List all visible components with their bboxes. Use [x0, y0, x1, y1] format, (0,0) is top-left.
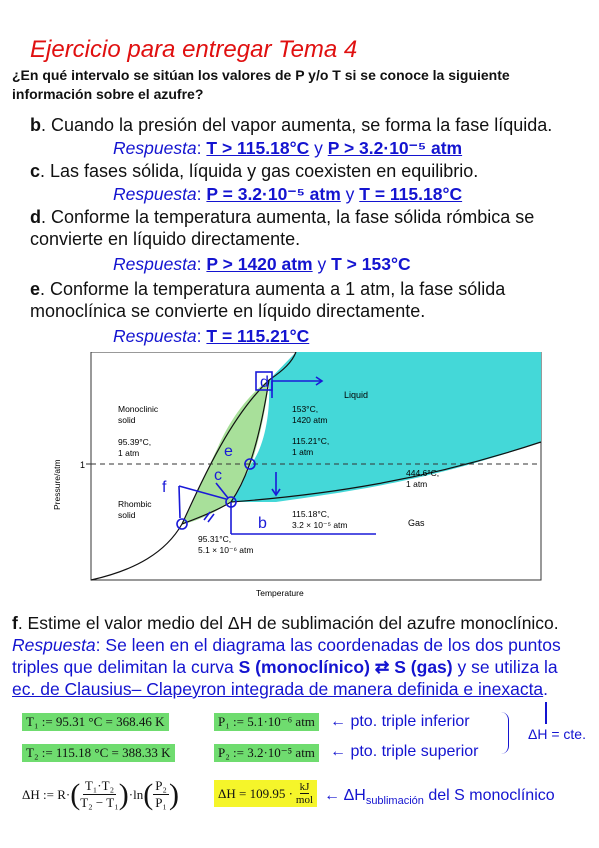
point-label: 1 atm: [292, 447, 314, 457]
letter-d: d: [260, 374, 269, 391]
answer-text: triples que delimitan la curva: [12, 657, 239, 677]
point-label: 1 atm: [406, 479, 428, 489]
answer-value: T = 115.18°C: [359, 184, 463, 204]
clausius-formula: ΔH := R· ( $\frac{\text{T₁·T₂}}{\text{T₂ − T₁}}$ ) ·ln ( $\frac{\text{P₂}}{\text{P₁}}$ ): [22, 777, 179, 811]
region-rhombic-label: Rhombic: [118, 499, 152, 509]
answer-value: P > 1420 atm: [206, 254, 313, 274]
answer-label: Respuesta: [12, 635, 96, 655]
p2-note: ← pto. triple superior: [330, 743, 479, 760]
item-letter: c: [30, 161, 41, 181]
formula-numerator: T₁·T₂: [84, 778, 115, 793]
result-box: [214, 780, 317, 807]
item-text: . Estime el valor medio del ΔH de sublimación del azufre monoclínico.: [17, 613, 559, 633]
answer-value: P = 3.2·10⁻⁵ atm: [206, 184, 341, 204]
answer-label: Respuesta: [113, 138, 197, 158]
answer-value: T = 115.21°C: [206, 326, 310, 346]
answer-text: : Se leen en el diagrama las coordenadas de los dos puntos: [95, 635, 561, 655]
point-label: 444.6°C,: [406, 468, 440, 478]
formula-denominator: T₂ − T₁: [80, 795, 119, 810]
item-c: [30, 160, 478, 182]
region-rhombic-label-2: solid: [118, 510, 136, 520]
answer-value: P > 3.2·10⁻⁵ atm: [327, 138, 463, 158]
answer-join: y: [312, 254, 332, 274]
item-letter: f: [12, 613, 18, 633]
bracket: [498, 712, 509, 754]
letter-f: f: [162, 479, 167, 496]
letter-b: b: [258, 515, 267, 532]
result-unit: [296, 781, 313, 806]
item-letter: d: [30, 207, 41, 227]
y-tick-1: 1: [80, 460, 86, 470]
answer-join: y: [340, 184, 360, 204]
answer-e: Respuesta: T = 115.21°C: [113, 326, 310, 346]
formula-p-numerator: P₂: [155, 778, 167, 793]
p2-box: P₂ := 3.2·10⁻⁵ atm: [214, 744, 319, 762]
item-letter: b: [30, 115, 41, 135]
x-axis-label: Temperature: [256, 588, 304, 598]
letter-e: e: [224, 443, 233, 460]
point-label: 1 atm: [118, 448, 140, 458]
point-label: 115.18°C,: [292, 509, 330, 519]
region-liquid-label: Liquid: [344, 390, 369, 400]
answer-value: T > 115.18°C: [206, 138, 310, 158]
answer-text: .: [543, 679, 549, 699]
result-note: [324, 787, 555, 807]
answer-label: Respuesta: [113, 254, 197, 274]
result-note-subscript: sublimación: [365, 795, 424, 808]
answer-text-bold: S (monoclínico) ⇄ S (gas): [238, 657, 453, 677]
result-note-text: del S monoclínico: [423, 787, 555, 804]
item-text: . Conforme la temperatura aumenta a 1 atm, la fase sólida: [40, 279, 506, 299]
p1-note: ← pto. triple inferior: [330, 713, 470, 730]
page-title: Ejercicio para entregar Tema 4: [30, 36, 358, 63]
result-value: ΔH = 109.95 ·: [218, 785, 293, 801]
answer-text: y se utiliza la: [452, 657, 558, 677]
dh-pointer: [545, 702, 547, 724]
part-f-question: [12, 612, 597, 634]
region-monoclinic-label-2: solid: [118, 415, 136, 425]
phase-diagram: [46, 352, 556, 604]
item-text-cont: monoclínica se convierte en líquido directamente.: [30, 301, 426, 321]
answer-c: Respuesta: P = 3.2·10⁻⁵ atm y T = 115.18°C: [113, 184, 463, 204]
formula-lhs: ΔH := R·: [22, 786, 71, 802]
point-label: 95.39°C,: [118, 437, 152, 447]
part-f-answer: [12, 634, 597, 700]
point-label: 5.1 × 10⁻⁶ atm: [198, 545, 254, 555]
point-label: 1420 atm: [292, 415, 328, 425]
item-e: [30, 278, 505, 322]
question-text: ¿En qué intervalo se sitúan los valores de P y/o T si se conoce la siguiente información sobre el azufre?: [12, 67, 510, 102]
point-label: 115.21°C,: [292, 436, 330, 446]
item-b: [30, 114, 552, 136]
answer-value: T > 153°C: [331, 254, 411, 274]
region-gas-label: Gas: [408, 518, 425, 528]
answer-label: Respuesta: [113, 326, 197, 346]
t2-box: T₂ := 115.18 °C = 388.33 K: [22, 744, 175, 762]
t1-box: T₁ := 95.31 °C = 368.46 K: [22, 713, 169, 731]
point-label: 3.2 × 10⁻⁵ atm: [292, 520, 348, 530]
point-label: 95.31°C,: [198, 534, 232, 544]
answer-label: Respuesta: [113, 184, 197, 204]
letter-c: c: [214, 467, 222, 484]
answer-b: Respuesta: T > 115.18°C y P > 3.2·10⁻⁵ atm: [113, 138, 463, 158]
answer-join: y: [309, 138, 328, 158]
result-note-text: ← ΔH: [324, 787, 366, 804]
unit-denominator: mol: [295, 794, 314, 806]
answer-text-underlined: ec. de Clausius– Clapeyron integrada de manera definida e inexacta: [12, 679, 544, 699]
region-monoclinic-label: Monoclinic: [118, 404, 159, 414]
formula-ln: ·ln: [128, 786, 144, 802]
point-label: 153°C,: [292, 404, 319, 414]
p1-box: P₁ := 5.1·10⁻⁶ atm: [214, 713, 319, 731]
y-axis-label: Pressure/atm: [52, 459, 62, 510]
item-text: . Las fases sólida, líquida y gas coexisten en equilibrio.: [40, 161, 479, 181]
item-text: . Cuando la presión del vapor aumenta, se forma la fase líquida.: [41, 115, 553, 135]
formula-pressure-fraction: [153, 778, 169, 811]
item-letter: e: [30, 279, 41, 299]
answer-d: Respuesta: P > 1420 atm y T > 153°C: [113, 254, 411, 274]
dh-constant-note: ΔH = cte.: [528, 726, 586, 742]
item-text-cont: convierte en líquido directamente.: [30, 229, 301, 249]
item-text: . Conforme la temperatura aumenta, la fase sólida rómbica se: [41, 207, 535, 227]
item-d: [30, 206, 534, 250]
formula-p-denominator: P₁: [155, 795, 167, 810]
unit-numerator: kJ: [299, 781, 310, 793]
formula-fraction: [80, 778, 119, 811]
